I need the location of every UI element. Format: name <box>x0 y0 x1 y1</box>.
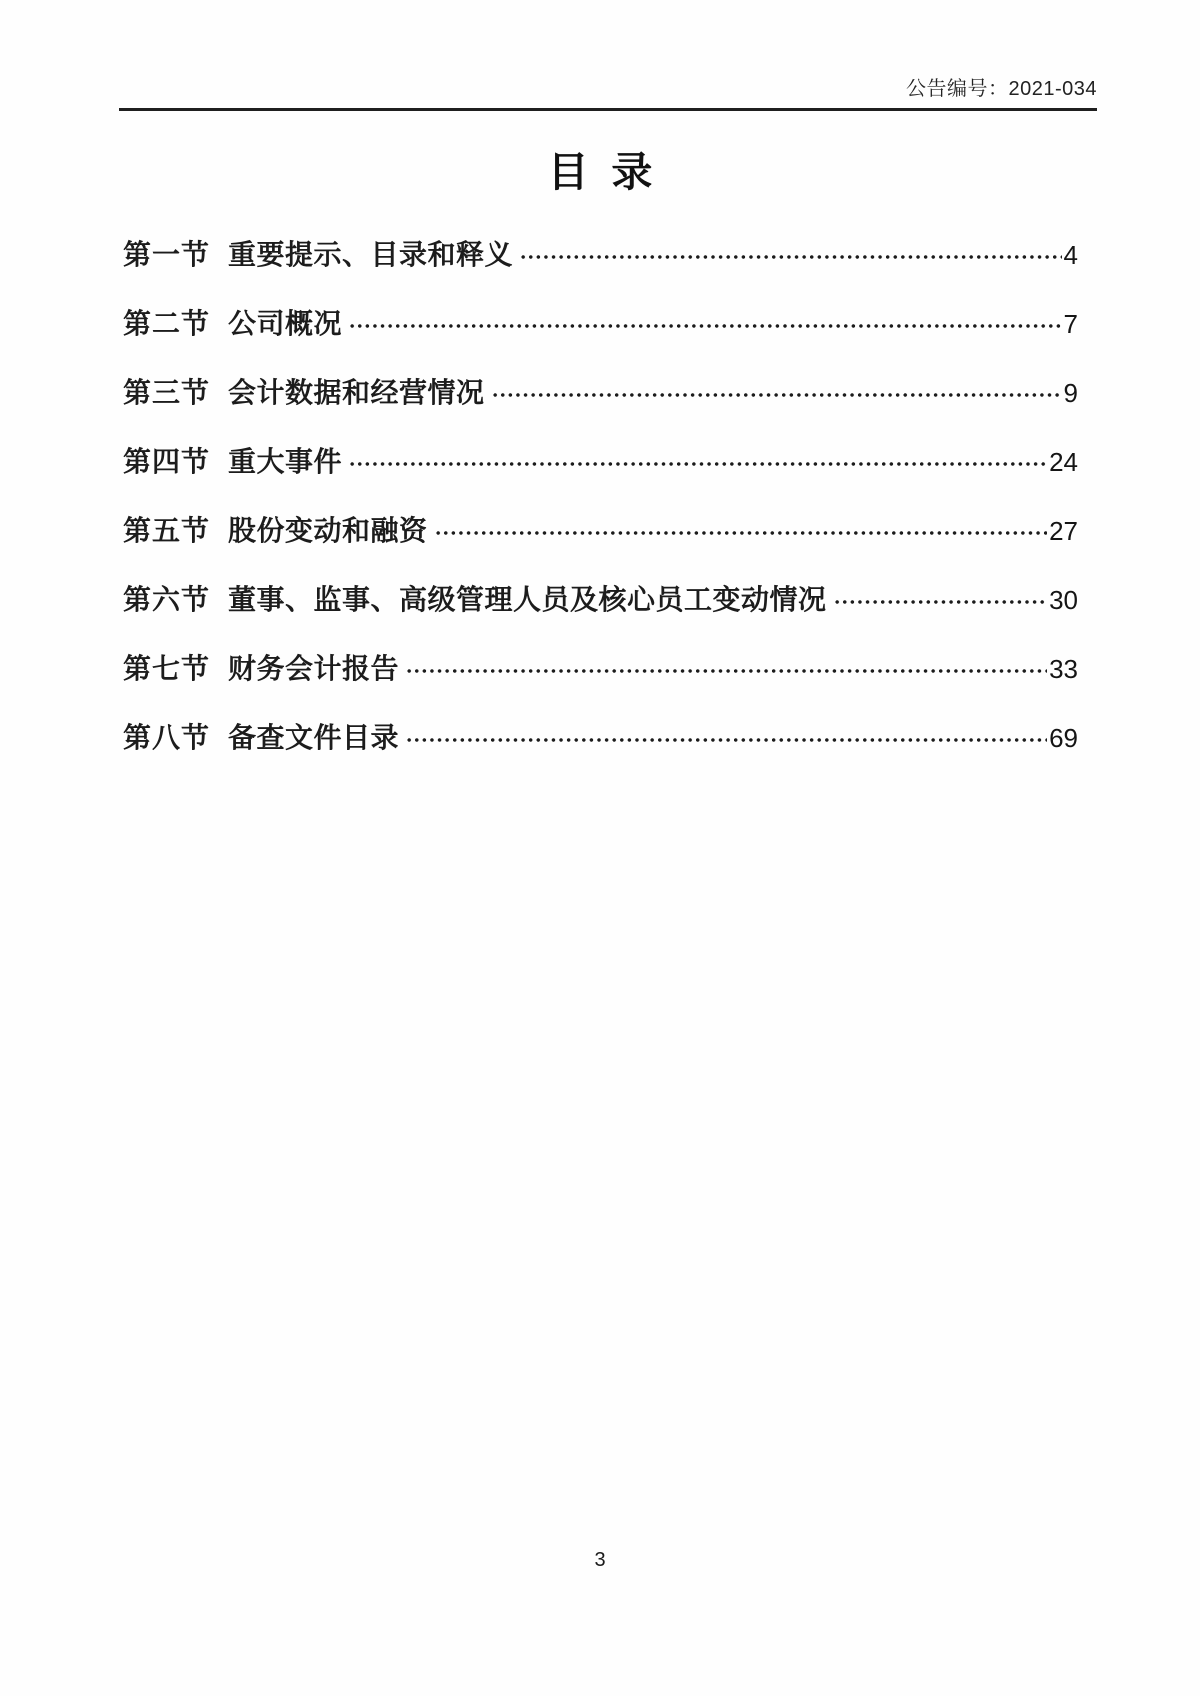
table-of-contents <box>123 233 1078 785</box>
toc-page-number: 7 <box>1063 309 1078 339</box>
toc-section-label: 第六节 <box>123 584 211 615</box>
toc-entry <box>123 233 1078 270</box>
toc-page-number: 33 <box>1049 654 1078 684</box>
page-footer <box>0 1549 1200 1572</box>
toc-entry <box>123 371 1078 408</box>
toc-entry <box>123 509 1078 546</box>
toc-section-label: 第三节 <box>123 377 211 408</box>
toc-entry-title: 重要提示、目录和释义 <box>228 239 514 270</box>
toc-entry-title: 备查文件目录 <box>228 722 400 753</box>
toc-section-label: 第二节 <box>123 308 211 339</box>
toc-section-label: 第七节 <box>123 653 211 684</box>
toc-dot-leader <box>407 737 1047 743</box>
toc-dot-leader <box>350 461 1047 467</box>
footer-page-number: 3 <box>594 1549 606 1571</box>
toc-dot-leader <box>407 668 1047 674</box>
toc-entry-title: 重大事件 <box>228 446 343 477</box>
toc-dot-leader <box>521 254 1062 260</box>
toc-dot-leader <box>835 599 1048 605</box>
toc-dot-leader <box>436 530 1048 536</box>
toc-page-number: 69 <box>1049 723 1078 753</box>
toc-entry <box>123 578 1078 615</box>
toc-entry-title: 董事、监事、高级管理人员及核心员工变动情况 <box>228 584 827 615</box>
toc-section-label: 第四节 <box>123 446 211 477</box>
toc-entry <box>123 716 1078 753</box>
toc-entry-title: 股份变动和融资 <box>228 515 428 546</box>
toc-section-label: 第五节 <box>123 515 211 546</box>
announcement-number: 公告编号：2021-034 <box>905 78 1097 100</box>
toc-entry <box>123 440 1078 477</box>
toc-entry-title: 会计数据和经营情况 <box>228 377 485 408</box>
toc-entry-title: 公司概况 <box>228 308 343 339</box>
toc-page-number: 4 <box>1063 240 1078 270</box>
toc-page-number: 9 <box>1063 378 1078 408</box>
page-title: 目 录 <box>547 149 653 195</box>
toc-entry <box>123 302 1078 339</box>
toc-section-label: 第一节 <box>123 239 211 270</box>
toc-dot-leader <box>493 392 1062 398</box>
toc-entry <box>123 647 1078 684</box>
toc-page-number: 24 <box>1049 447 1078 477</box>
toc-page-number: 27 <box>1049 516 1078 546</box>
toc-dot-leader <box>350 323 1062 329</box>
toc-entry-title: 财务会计报告 <box>228 653 400 684</box>
page-header <box>119 72 1097 111</box>
toc-section-label: 第八节 <box>123 722 211 753</box>
toc-page-number: 30 <box>1049 585 1078 615</box>
